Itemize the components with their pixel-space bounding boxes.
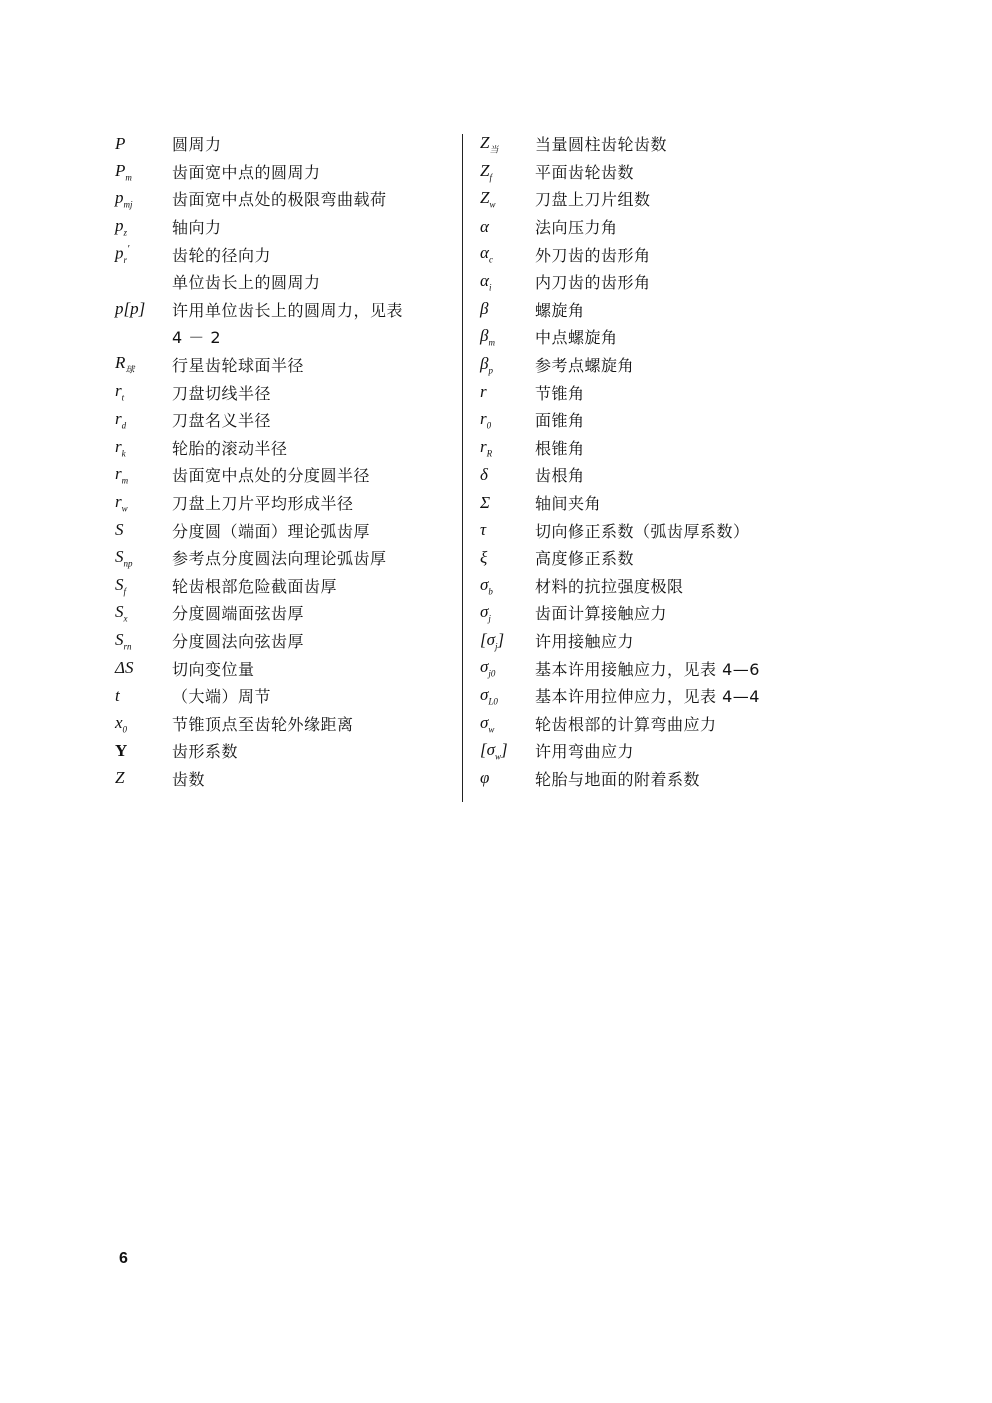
symbol: [480, 575, 535, 596]
symbol: [115, 243, 172, 265]
symbol-base: r: [115, 436, 122, 456]
symbol-row: [115, 323, 455, 351]
symbol-base: p: [115, 188, 124, 208]
symbol-subscript: m: [121, 475, 129, 486]
symbol-subscript: w: [495, 751, 502, 762]
symbol-row: [115, 434, 455, 462]
symbol-base: σ: [480, 712, 489, 732]
symbol-definition: 齿面计算接触应力: [535, 604, 668, 624]
symbol-definition: 刀盘上刀片组数: [535, 190, 651, 210]
symbol-base: r: [480, 382, 487, 402]
symbol-row: [115, 654, 455, 682]
symbol-row: [480, 268, 800, 296]
symbol-definition: 中点螺旋角: [535, 328, 618, 348]
symbol-row: [115, 378, 455, 406]
symbol-definition: 螺旋角: [535, 300, 585, 320]
symbol: [115, 492, 172, 513]
symbol-base: r: [115, 381, 122, 401]
symbol-base: S: [115, 629, 124, 649]
symbol-base: σ: [480, 657, 489, 677]
symbol-row: [480, 737, 800, 765]
symbol-row: [480, 323, 800, 351]
symbol-definition: 内刀齿的齿形角: [535, 273, 651, 293]
symbol-subscript: r: [123, 255, 128, 266]
symbol: [115, 547, 172, 568]
symbol: [115, 686, 172, 706]
symbol-definition: 刀盘名义半径: [172, 411, 272, 431]
symbol-base: r: [115, 491, 122, 511]
symbol-row: [115, 682, 455, 710]
symbol-base: r: [480, 409, 487, 429]
symbol-definition: 齿形系数: [172, 742, 239, 762]
symbol-base: α: [480, 243, 489, 263]
symbol-row: [115, 627, 455, 655]
symbol-definition: 材料的抗拉强度极限: [535, 576, 684, 596]
symbol-base: σ: [480, 574, 489, 594]
symbol-base: r: [115, 464, 122, 484]
symbol-definition: 许用接触应力: [535, 631, 635, 651]
symbol-definition: 轮胎的滚动半径: [172, 438, 288, 458]
symbol-base: t: [115, 685, 120, 705]
symbol: [480, 354, 535, 375]
symbol-definition: 分度圆端面弦齿厚: [172, 604, 305, 624]
symbol-base: p[p]: [115, 299, 146, 319]
symbol: [480, 630, 535, 651]
symbol-subscript: mj: [123, 199, 133, 210]
symbol-definition: 许用单位齿长上的圆周力，见表: [172, 300, 404, 320]
symbol-row: [115, 572, 455, 600]
symbol-row: [480, 158, 800, 186]
left-symbol-column: [115, 130, 455, 792]
symbol: [115, 575, 172, 596]
symbol-base: Σ: [480, 492, 491, 512]
symbol-row: [115, 240, 455, 268]
symbol: [115, 409, 172, 430]
symbol-subscript: d: [121, 420, 127, 431]
symbol-definition: 齿面宽中点的圆周力: [172, 162, 321, 182]
symbol-row: [480, 130, 800, 158]
symbol-row: [480, 240, 800, 268]
symbol-definition: 平面齿轮齿数: [535, 162, 635, 182]
symbol-subscript: z: [123, 227, 128, 238]
column-divider: [462, 134, 463, 802]
symbol: [480, 713, 535, 734]
symbol: [115, 741, 172, 761]
symbol-base: S: [115, 602, 124, 622]
symbol-row: [480, 627, 800, 655]
symbol: [480, 299, 535, 319]
symbol-base: p: [115, 243, 124, 263]
symbol: [480, 493, 535, 513]
symbol-definition: 行星齿轮球面半径: [172, 356, 305, 376]
symbol-row: [115, 544, 455, 572]
symbol-subscript: L0: [488, 696, 498, 707]
symbol-definition: 轴向力: [172, 218, 222, 238]
symbol-row: [480, 654, 800, 682]
symbol: [115, 520, 172, 540]
symbol-base: σ: [480, 684, 489, 704]
symbol-definition: 法向压力角: [535, 218, 618, 238]
symbol-bracket: ]: [497, 629, 505, 649]
symbol-base: β: [480, 326, 489, 346]
symbol-subscript: m: [125, 172, 132, 183]
symbol: [115, 464, 172, 485]
symbol: [480, 740, 535, 761]
symbol: [115, 630, 172, 651]
symbol-definition: 基本许用拉伸应力，见表 4—4: [535, 687, 760, 707]
symbol-subscript: j0: [488, 668, 496, 679]
symbol-subscript: m: [488, 337, 495, 348]
symbol-row: [480, 213, 800, 241]
symbol-row: [115, 185, 455, 213]
symbol-subscript: c: [488, 254, 493, 265]
symbol-subscript: 0: [122, 723, 128, 734]
symbol-subscript: rn: [123, 641, 132, 652]
symbol: [480, 161, 535, 182]
symbol-row: [115, 213, 455, 241]
symbol: [480, 133, 535, 155]
symbol-base: Z: [115, 768, 125, 788]
symbol-row: [480, 572, 800, 600]
symbol-definition: 节锥角: [535, 383, 585, 403]
symbol-row: [115, 765, 455, 793]
right-symbol-column: [480, 130, 800, 792]
symbol-subscript: 球: [125, 364, 135, 375]
symbol: [480, 768, 535, 788]
symbol-row: [480, 378, 800, 406]
symbol-definition: 单位齿长上的圆周力: [172, 273, 321, 293]
symbol-subscript: w: [489, 199, 496, 210]
symbol-row: [115, 296, 455, 324]
symbol-base: [σ: [480, 740, 495, 760]
symbol-definition: 4 － 2: [172, 328, 222, 348]
symbol: [480, 188, 535, 209]
symbol: [480, 657, 535, 678]
symbol: [115, 768, 172, 788]
symbol: [480, 326, 535, 347]
symbol-row: [480, 461, 800, 489]
symbol-subscript: p: [488, 365, 493, 376]
symbol-definition: 刀盘上刀片平均形成半径: [172, 494, 354, 514]
symbol: [480, 243, 535, 264]
symbol-subscript: 0: [486, 420, 492, 431]
symbol-subscript: x: [123, 613, 128, 624]
symbol-row: [480, 296, 800, 324]
symbol: [480, 685, 535, 706]
symbol-row: [115, 461, 455, 489]
symbol-row: [115, 351, 455, 379]
symbol-row: [480, 709, 800, 737]
symbol-subscript: R: [486, 448, 493, 459]
symbol-definition: 齿根角: [535, 466, 585, 486]
symbol-base: P: [115, 160, 126, 180]
symbol-subscript: j: [495, 641, 498, 652]
symbol: [480, 409, 535, 430]
symbol: [115, 161, 172, 182]
symbol: [480, 465, 535, 485]
symbol-base: x: [115, 712, 123, 732]
symbol-definition: 切向变位量: [172, 659, 255, 679]
symbol-base: α: [480, 216, 489, 236]
symbol-row: [115, 406, 455, 434]
symbol-definition: 轮齿根部的计算弯曲应力: [535, 714, 717, 734]
symbol-bracket: ]: [501, 740, 508, 760]
symbol-subscript: t: [121, 392, 125, 403]
symbol-row: [480, 516, 800, 544]
symbol-base: β: [480, 353, 489, 373]
symbol-base: S: [115, 520, 124, 540]
symbol-definition: 轴间夹角: [535, 494, 602, 514]
symbol: [480, 271, 535, 292]
symbol: [115, 134, 172, 154]
symbol: [480, 602, 535, 623]
symbol: [480, 382, 535, 402]
symbol-row: [480, 185, 800, 213]
page-number: 6: [119, 1250, 128, 1267]
symbol-definition: 分度圆法向弦齿厚: [172, 631, 305, 651]
symbol-definition: 齿面宽中点处的分度圆半径: [172, 466, 371, 486]
symbol-row: [115, 516, 455, 544]
symbol-base: β: [480, 299, 489, 319]
symbol-definition: 轮胎与地面的附着系数: [535, 769, 701, 789]
symbol-superscript: ′: [127, 243, 130, 256]
symbol-base: σ: [480, 602, 489, 622]
symbol-definition: 许用弯曲应力: [535, 742, 635, 762]
symbol-definition: （大端）周节: [172, 687, 272, 707]
symbol-base: τ: [480, 520, 487, 540]
symbol-subscript: j: [488, 613, 491, 624]
symbol-row: [480, 434, 800, 462]
symbol-base: α: [480, 271, 489, 291]
symbol-definition: 根锥角: [535, 438, 585, 458]
symbol-base: r: [480, 436, 487, 456]
symbol-definition: 齿数: [172, 769, 206, 789]
symbol-base: φ: [480, 768, 490, 788]
symbol: [480, 520, 535, 540]
symbol-subscript: i: [488, 282, 492, 293]
symbol-row: [115, 599, 455, 627]
symbol-base: ΔS: [115, 658, 134, 678]
symbol-row: [480, 489, 800, 517]
symbol-definition: 面锥角: [535, 411, 585, 431]
symbol-row: [480, 599, 800, 627]
symbol-row: [115, 737, 455, 765]
symbol: [115, 381, 172, 402]
symbol-row: [115, 709, 455, 737]
symbol-subscript: w: [121, 503, 128, 514]
symbol: [115, 188, 172, 209]
symbol-base: Z: [480, 188, 490, 208]
symbol-definition: 圆周力: [172, 135, 222, 155]
symbol-subscript: b: [488, 585, 493, 596]
symbol-base: p: [115, 215, 124, 235]
symbol-row: [480, 765, 800, 793]
symbol-row: [480, 682, 800, 710]
symbol-base: r: [115, 409, 122, 429]
symbol-definition: 高度修正系数: [535, 549, 635, 569]
symbol-row: [480, 351, 800, 379]
symbol-base: ξ: [480, 547, 488, 567]
symbol-definition: 参考点螺旋角: [535, 356, 635, 376]
symbol: [115, 353, 172, 375]
symbol-subscript: f: [489, 172, 492, 183]
symbol-row: [115, 130, 455, 158]
symbol: [480, 437, 535, 458]
symbol-definition: 刀盘切线半径: [172, 383, 272, 403]
symbol-base: P: [115, 133, 126, 153]
symbol-base: S: [115, 547, 124, 566]
symbol-row: [115, 489, 455, 517]
symbol-row: [115, 158, 455, 186]
symbol-definition: 齿面宽中点处的极限弯曲载荷: [172, 190, 387, 210]
symbol-base: R: [115, 353, 126, 373]
symbol-base: Y: [115, 740, 128, 760]
symbol-base: [σ: [480, 629, 495, 649]
symbol: [115, 602, 172, 623]
symbol-row: [480, 406, 800, 434]
symbol: [115, 713, 172, 734]
symbol: [480, 217, 535, 237]
symbol-definition: 参考点分度圆法向理论弧齿厚: [172, 549, 387, 569]
symbol-definition: 齿轮的径向力: [172, 245, 272, 265]
symbol: [115, 299, 172, 319]
symbol-definition: 分度圆（端面）理论弧齿厚: [172, 521, 371, 541]
symbol-subscript: k: [121, 448, 126, 459]
symbol-definition: 切向修正系数（弧齿厚系数）: [535, 521, 750, 541]
symbol-row: [480, 544, 800, 572]
symbol: [480, 548, 535, 568]
symbol-subscript: w: [488, 723, 495, 734]
symbol-row: [115, 268, 455, 296]
symbol-definition: 轮齿根部危险截面齿厚: [172, 576, 338, 596]
symbol-subscript: 当: [489, 143, 499, 154]
symbol-definition: 外刀齿的齿形角: [535, 245, 651, 265]
symbol-base: Z: [480, 160, 490, 180]
symbol-subscript: f: [123, 585, 127, 596]
symbol-definition: 节锥顶点至齿轮外缘距离: [172, 714, 354, 734]
symbol-subscript: np: [123, 558, 133, 569]
symbol-definition: 基本许用接触应力，见表 4—6: [535, 659, 760, 679]
symbol-definition: 当量圆柱齿轮齿数: [535, 135, 668, 155]
symbol-base: S: [115, 574, 124, 594]
symbol-base: δ: [480, 464, 488, 484]
symbol-base: Z: [480, 132, 490, 152]
symbol: [115, 216, 172, 237]
symbol: [115, 658, 172, 678]
symbol: [115, 437, 172, 458]
